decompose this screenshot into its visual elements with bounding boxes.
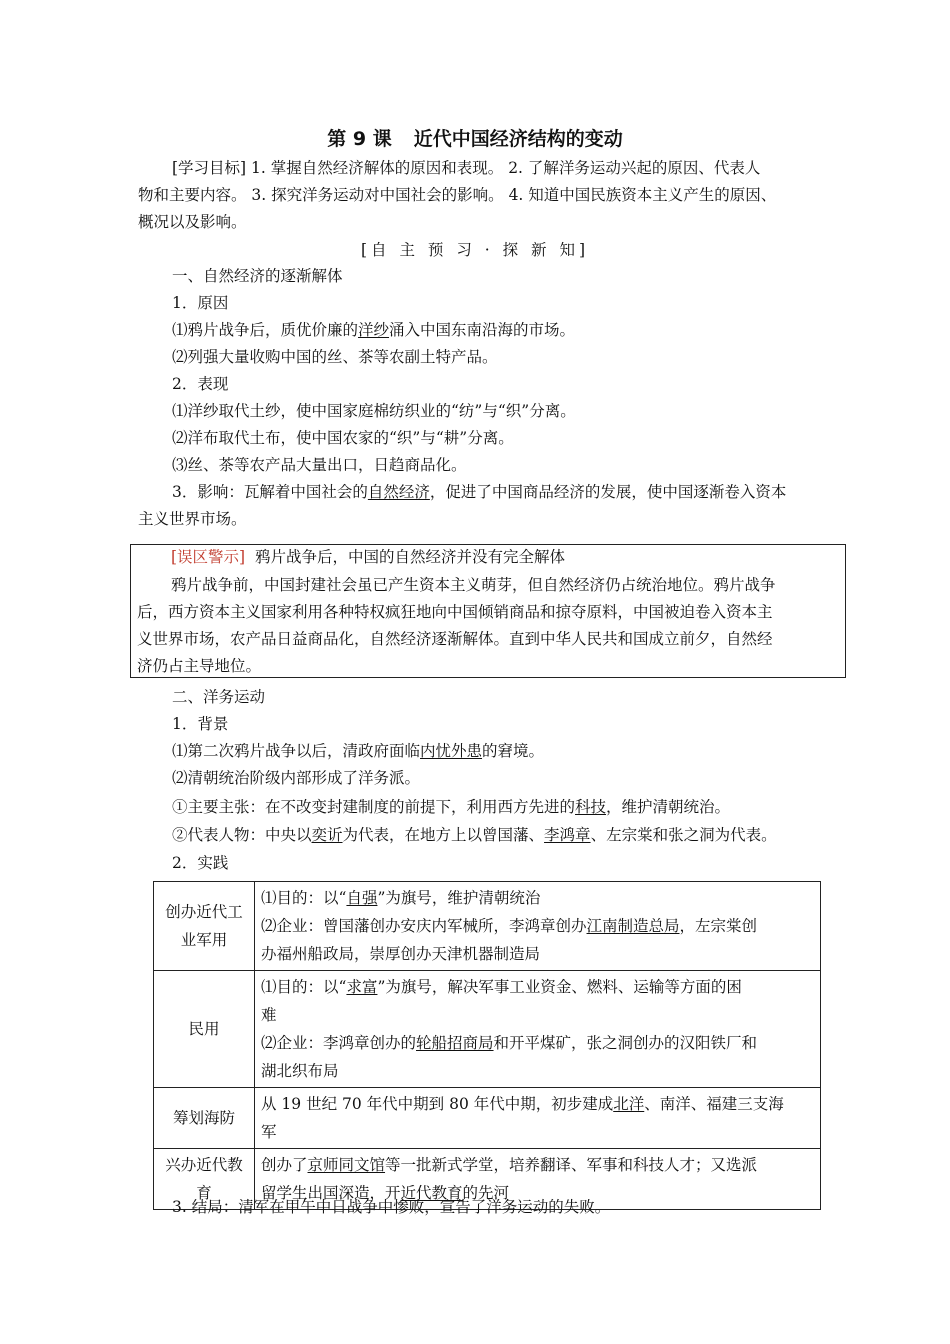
key-term: 自强 [346,889,378,907]
cause-2: ⑵列强大量收购中国的丝、茶等农副土特产品。 [172,348,498,366]
navy-text [261,1090,814,1118]
background-4 [172,824,777,846]
table-row [154,971,821,1088]
background-4-text-b: 为代表，在地方上以曾国藩、 [342,826,545,844]
effect-key-term: 自然经济 [367,483,430,501]
row-content-navy [255,1088,821,1149]
cause-1-key-term: 洋纱 [358,321,390,339]
objectives-line-1 [172,157,760,179]
cause-heading: 1．原因 [172,294,229,312]
lesson-title [0,124,950,151]
row-label-text-a: 创办近代工 [165,903,243,921]
warning-title: 鸦片战争后，中国的自然经济并没有完全解体 [254,548,565,566]
text-a: ⑴目的：以“ [261,978,347,996]
misconception-warning-box [130,544,846,678]
show-heading: 2．表现 [172,375,229,393]
text-a: ⑵企业：曾国藩创办安庆内军械所，李鸿章创办 [261,917,587,935]
table-row [154,882,821,971]
text-a: ⑴目的：以“ [261,889,347,907]
key-term: 京师同文馆 [307,1156,386,1174]
background-1-text-b: 的窘境。 [482,742,545,760]
text-b: 的先河 [462,1184,510,1202]
show-1: ⑴洋纱取代土纱，使中国家庭棉纺织业的“纺”与“织”分离。 [172,402,576,420]
civil-enterprises [261,1029,814,1057]
cause-1-text-b: 涌入中国东南沿海的市场。 [389,321,576,339]
effect-line-1 [172,481,786,503]
text-b: ”为旗号，维护清朝统治 [377,889,541,907]
text-b: 和开平煤矿，张之洞创办的汉阳铁厂和 [493,1034,758,1052]
background-3-text-a: ①主要主张：在不改变封建制度的前提下，利用西方先进的 [172,798,576,816]
background-1-text-a: ⑴第二次鸦片战争以后，清政府面临 [172,742,421,760]
cause-1-text-a: ⑴鸦片战争后，质优价廉的 [172,321,359,339]
background-1-key-term: 内忧外患 [420,742,483,760]
practice-table [153,881,821,1210]
preview-header: [自 主 预 习 · 探 新 知] [360,241,589,259]
effect-text-b: ，促进了中国商品经济的发展，使中国逐渐卷入资本 [429,483,787,501]
text-b: ，左宗棠创 [679,917,758,935]
practice-heading: 2．实践 [172,854,229,872]
civil-enterprises-cont: 湖北织布局 [261,1062,339,1080]
background-4-text-a: ②代表人物：中央以 [172,826,312,844]
key-term: 近代教育 [400,1184,463,1202]
warning-tag: [误区警示] [171,548,246,566]
row-label-civil: 民用 [154,971,255,1088]
key-term: 轮船招商局 [416,1034,494,1052]
show-2: ⑵洋布取代土布，使中国农家的“织”与“耕”分离。 [172,429,514,447]
text-a: 从 19 世纪 70 年代中期到 80 年代中期，初步建成 [261,1095,614,1113]
row-label-military [154,882,255,971]
text-a: 创办了 [261,1156,308,1174]
row-label-text-a: 兴办近代教 [165,1156,243,1174]
military-enterprises-cont: 办福州船政局，崇厚创办天津机器制造局 [261,945,541,963]
education-text [261,1151,814,1179]
effect-text-a: 3．影响：瓦解着中国社会的 [172,483,368,501]
text-a: ⑵企业：李鸿章创办的 [261,1034,417,1052]
row-label-text-b: 业军用 [180,931,228,949]
cause-1 [172,319,575,341]
warning-line-4: 济仍占主导地位。 [137,657,262,675]
row-content-military [255,882,821,971]
row-content-civil [255,971,821,1088]
military-enterprises [261,912,814,940]
background-4-key-term-2: 李鸿章 [544,826,591,844]
background-3-text-b: ，维护清朝统治。 [606,798,731,816]
objectives-tag: [学习目标] [172,159,247,177]
objectives-line-3: 概况以及影响。 [138,213,247,231]
row-label-navy: 筹划海防 [154,1088,255,1149]
text-b: ”为旗号，解决军事工业资金、燃料、运输等方面的困 [377,978,742,996]
background-4-text-c: 、左宗棠和张之洞为代表。 [590,826,777,844]
objectives-line-2: 物和主要内容。 3. 探究洋务运动对中国社会的影响。 4. 知道中国民族资本主义产生的原因、 [138,186,777,204]
objectives-text-1: 1. 掌握自然经济解体的原因和表现。 2. 了解洋务运动兴起的原因、代表人 [251,159,761,177]
lesson-name: 近代中国经济结构的变动 [413,128,623,150]
background-2: ⑵清朝统治阶级内部形成了洋务派。 [172,769,421,787]
background-heading: 1．背景 [172,715,229,733]
civil-purpose [261,973,814,1001]
show-3: ⑶丝、茶等农产品大量出口，日趋商品化。 [172,456,467,474]
warning-line-3: 义世界市场，农产品日益商品化，自然经济逐渐解体。直到中华人民共和国成立前夕，自然经 [137,630,773,648]
civil-purpose-cont: 难 [261,1006,277,1024]
background-4-key-term-1: 奕䜣 [311,826,343,844]
row-label-text-b: 育 [196,1184,212,1202]
key-term: 求富 [346,978,378,996]
warning-line-2: 后，西方资本主义国家利用各种特权疯狂地向中国倾销商品和掠夺原料，中国被迫卷入资本主 [137,603,773,621]
navy-text-cont: 军 [261,1123,277,1141]
section1-heading: 一、自然经济的逐渐解体 [172,267,343,285]
effect-line-2: 主义世界市场。 [138,510,247,528]
background-1 [172,740,544,762]
lesson-number: 第 9 课 [327,128,392,150]
background-3-key-term: 科技 [575,798,607,816]
background-3 [172,796,730,818]
warning-heading [171,546,565,568]
result-line: 3. 结局：清军在甲午中日战争中惨败，宣告了洋务运动的失败。 [172,1198,611,1216]
military-purpose [261,884,814,912]
section2-heading: 二、洋务运动 [172,688,266,706]
text-b: 、南洋、福建三支海 [644,1095,784,1113]
table-row [154,1088,821,1149]
key-term: 江南制造总局 [586,917,680,935]
warning-line-1: 鸦片战争前，中国封建社会虽已产生资本主义萌芽，但自然经济仍占统治地位。鸦片战争 [171,576,776,594]
text-b: 等一批新式学堂，培养翻译、军事和科技人才；又选派 [385,1156,758,1174]
key-term: 北洋 [613,1095,645,1113]
text-a: 留学生出国深造，开 [261,1184,401,1202]
